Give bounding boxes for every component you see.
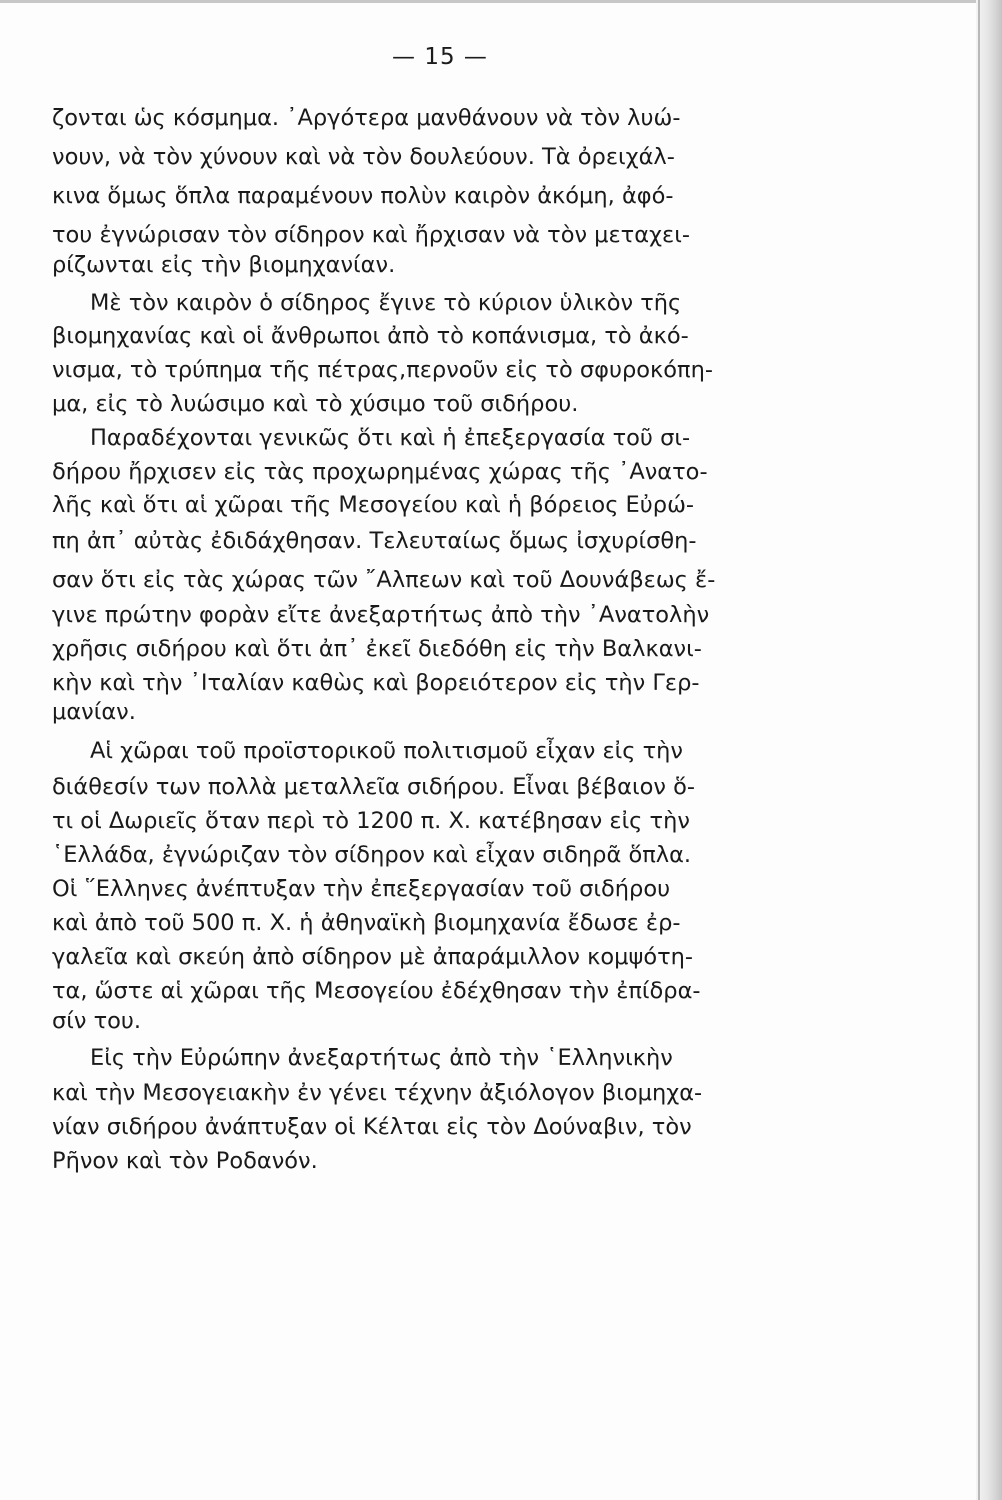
text-line: πη ἀπ᾿ αὐτὰς ἐδιδάχθησαν. Τελευταίως ὅμως ἰσχυρίσθη-	[52, 528, 697, 554]
text-line: βιομηχανίας καὶ οἱ ἄνθρωποι ἀπὸ τὸ κοπάνισμα, τὸ ἀκό-	[52, 323, 689, 349]
text-line: κὴν καὶ τὴν ᾿Ιταλίαν καθὼς καὶ βορειότερον εἰς τὴν Γερ-	[52, 670, 700, 696]
text-line: καὶ τὴν Μεσογειακὴν ἐν γένει τέχνην ἀξιόλογον βιομηχα-	[52, 1080, 703, 1106]
text-line: Αἱ χῶραι τοῦ προϊστορικοῦ πολιτισμοῦ εἶχαν εἰς τὴν	[90, 738, 683, 764]
text-line: ῾Ελλάδα, ἐγνώριζαν τὸν σίδηρον καὶ εἶχαν σιδηρᾶ ὅπλα.	[52, 842, 692, 868]
text-line: ρίζωνται εἰς τὴν βιομηχανίαν.	[52, 252, 396, 278]
text-line: δήρου ἤρχισεν εἰς τὰς προχωρημένας χώρας τῆς ᾿Ανατο-	[52, 459, 708, 485]
text-line: σίν του.	[52, 1008, 142, 1034]
text-line: σαν ὅτι εἰς τὰς χώρας τῶν ῎Αλπεων καὶ τοῦ Δουνάβεως ἔ-	[52, 567, 716, 593]
text-line: κινα ὅμως ὅπλα παραμένουν πολὺν καιρὸν ἀκόμη, ἀφό-	[52, 183, 674, 209]
text-line: μανίαν.	[52, 699, 136, 725]
text-line: νουν, νὰ τὸν χύνουν καὶ νὰ τὸν δουλεύουν. Τὰ ὀρειχάλ-	[52, 144, 675, 170]
text-line: γαλεῖα καὶ σκεύη ἀπὸ σίδηρον μὲ ἀπαράμιλλον κομψότη-	[52, 944, 694, 970]
page-top-edge	[0, 0, 1002, 3]
text-line: χρῆσις σιδήρου καὶ ὅτι ἀπ᾿ ἐκεῖ διεδόθη εἰς τὴν Βαλκανι-	[52, 636, 702, 662]
text-line: τα, ὥστε αἱ χῶραι τῆς Μεσογείου ἐδέχθησαν τὴν ἐπίδρα-	[52, 978, 701, 1004]
text-line: Ρῆνον καὶ τὸν Ροδανόν.	[52, 1148, 318, 1174]
text-line: νισμα, τὸ τρύπημα τῆς πέτρας,περνοῦν εἰς τὸ σφυροκόπη-	[52, 357, 713, 383]
text-line: ζονται ὡς κόσμημα. ᾿Αργότερα μανθάνουν νὰ τὸν λυώ-	[52, 105, 681, 131]
text-line: του ἐγνώρισαν τὸν σίδηρον καὶ ἤρχισαν νὰ τὸν μεταχει-	[52, 222, 690, 248]
text-line: Παραδέχονται γενικῶς ὅτι καὶ ἡ ἐπεξεργασία τοῦ σι-	[90, 425, 691, 451]
text-line: Μὲ τὸν καιρὸν ὁ σίδηρος ἔγινε τὸ κύριον ὑλικὸν τῆς	[90, 290, 682, 316]
text-line: καὶ ἀπὸ τοῦ 500 π. Χ. ἡ ἀθηναϊκὴ βιομηχανία ἔδωσε ἐρ-	[52, 910, 681, 936]
text-line: νίαν σιδήρου ἀνάπτυξαν οἱ Κέλται εἰς τὸν Δούναβιν, τὸν	[52, 1114, 692, 1140]
page-fold-line	[978, 0, 980, 1500]
text-line: μα, εἰς τὸ λυώσιμο καὶ τὸ χύσιμο τοῦ σιδήρου.	[52, 391, 579, 417]
text-line: διάθεσίν των πολλὰ μεταλλεῖα σιδήρου. Εἶναι βέβαιον ὅ-	[52, 774, 695, 800]
text-line: Εἰς τὴν Εὐρώπην ἀνεξαρτήτως ἀπὸ τὴν ῾Ελληνικὴν	[90, 1045, 673, 1071]
text-line: τι οἱ Δωριεῖς ὅταν περὶ τὸ 1200 π. Χ. κατέβησαν εἰς τὴν	[52, 808, 690, 834]
text-line: λῆς καὶ ὅτι αἱ χῶραι τῆς Μεσογείου καὶ ἡ βόρειος Εὐρώ-	[52, 492, 695, 518]
text-line: Οἱ ῞Ελληνες ἀνέπτυξαν τὴν ἐπεξεργασίαν τοῦ σιδήρου	[52, 876, 671, 902]
text-line: γινε πρώτην φορὰν εἴτε ἀνεξαρτήτως ἀπὸ τὴν ᾿Ανατολὴν	[52, 602, 710, 628]
page-number: — 15 —	[392, 44, 488, 70]
